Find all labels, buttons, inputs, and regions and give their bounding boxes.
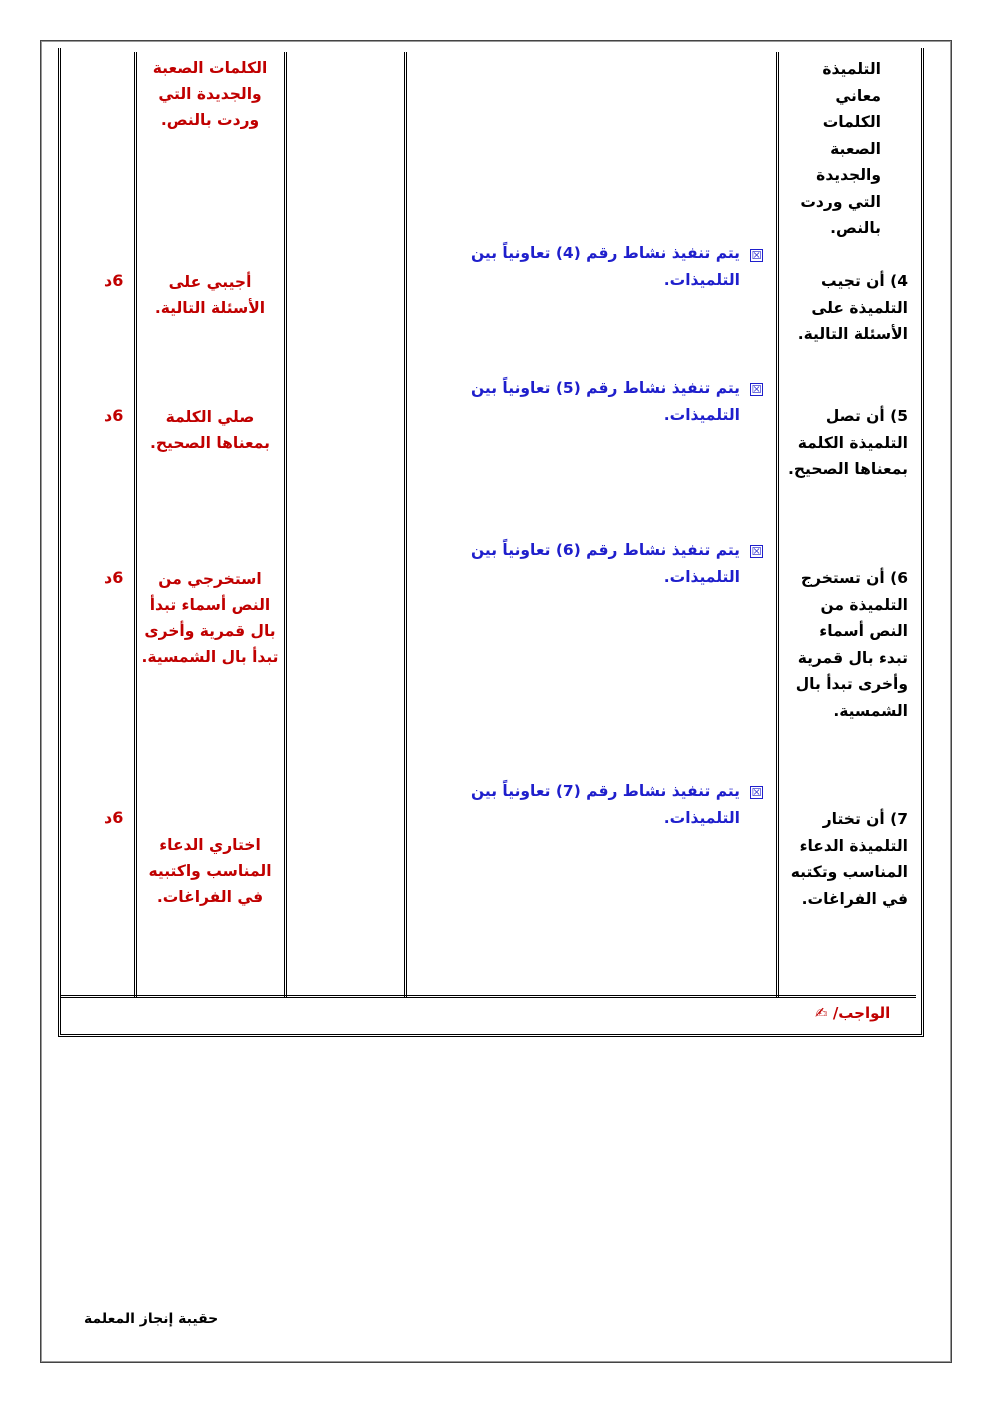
checkbox-icon: ☒	[751, 786, 762, 799]
homework-label: الواجب/	[832, 1004, 891, 1022]
evaluation-3-continued: الكلمات الصعبة والجديدة التي وردت بالنص.	[152, 59, 268, 129]
objective-7: 7) أن تختار التلميذة الدعاء المناسب وتكتبه في الفراغات.	[790, 810, 908, 908]
homework-row	[815, 1004, 890, 1022]
time-4: 6د	[104, 271, 124, 290]
activity-6: يتم تنفيذ نشاط رقم (6) تعاونياً بين التلميذات.	[470, 541, 740, 586]
objective-3-continued: التلميذة معاني الكلمات الصعبة والجديدة التي وردت بالنص.	[800, 60, 881, 237]
time-5: 6د	[104, 406, 124, 425]
checkbox-icon: ☒	[751, 545, 762, 558]
objective-5: 5) أن تصل التلميذة الكلمة بمعناها الصحيح.	[787, 407, 908, 478]
evaluation-4: أجيبي على الأسئلة التالية.	[154, 273, 266, 317]
activity-5: يتم تنفيذ نشاط رقم (5) تعاونياً بين التلميذات.	[470, 379, 740, 424]
objective-6: 6) أن تستخرج التلميذة من النص أسماء تبدء بال قمرية وأخرى تبدأ بال الشمسية.	[795, 569, 908, 720]
time-6: 6د	[104, 568, 124, 587]
activity-7: يتم تنفيذ نشاط رقم (7) تعاونياً بين التلميذات.	[470, 782, 740, 827]
checkbox-icon: ☒	[751, 249, 762, 262]
column-divider	[284, 52, 287, 998]
evaluation-5: صلي الكلمة بمعناها الصحيح.	[149, 408, 271, 452]
activity-4: يتم تنفيذ نشاط رقم (4) تعاونياً بين التلميذات.	[470, 244, 740, 289]
evaluation-6: استخرجي من النص أسماء تبدأ بال قمرية وأخرى تبدأ بال الشمسية.	[141, 570, 279, 666]
writing-hand-icon: ✍	[815, 1004, 828, 1022]
objective-4: 4) أن تجيب التلميذة على الأسئلة التالية.	[797, 272, 908, 343]
checkbox-icon: ☒	[751, 383, 762, 396]
row-divider	[60, 995, 916, 998]
column-divider	[404, 52, 407, 998]
time-7: 6د	[104, 808, 124, 827]
column-divider	[134, 52, 137, 998]
footer-title: حقيبة إنجاز المعلمة	[84, 1311, 219, 1327]
column-divider	[776, 52, 779, 998]
evaluation-7: اختاري الدعاء المناسب واكتبيه في الفراغات.	[148, 836, 272, 906]
